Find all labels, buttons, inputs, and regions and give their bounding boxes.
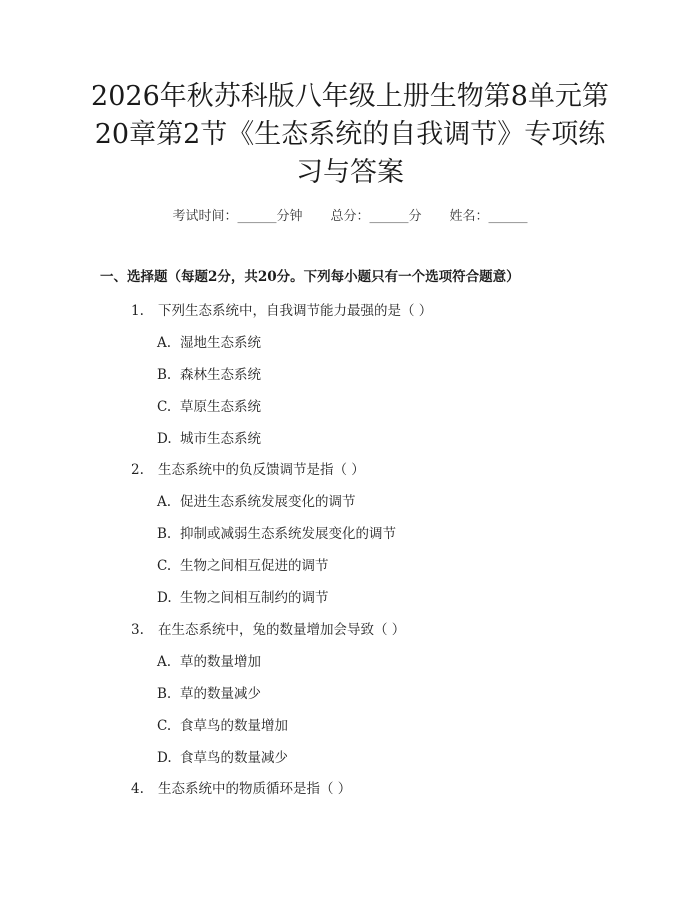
option-item (157, 586, 329, 606)
question-item (131, 777, 351, 797)
option-text: 草的数量减少 (180, 686, 261, 702)
option-text: 草原生态系统 (180, 399, 261, 415)
question-text: 下列生态系统中，自我调节能力最强的是（ ） (158, 303, 433, 319)
question-item (131, 299, 432, 319)
option-letter: B. (157, 526, 172, 542)
document-title (90, 78, 610, 192)
option-item (157, 395, 261, 415)
option-letter: A. (157, 335, 172, 351)
question-number: 1. (131, 303, 144, 319)
option-item (157, 331, 261, 351)
option-text: 食草鸟的数量减少 (180, 750, 288, 766)
option-letter: C. (157, 718, 172, 734)
option-item (157, 746, 288, 766)
question-text: 生态系统中的物质循环是指（ ） (158, 781, 352, 797)
option-text: 促进生态系统发展变化的调节 (180, 494, 356, 510)
option-letter: B. (157, 686, 172, 702)
question-number: 4. (131, 781, 144, 797)
title-line-1: 2026年秋苏科版八年级上册生物第8单元第 (91, 81, 609, 112)
option-item (157, 714, 288, 734)
option-text: 城市生态系统 (180, 431, 261, 447)
exam-time-label: 考试时间：______分钟 (172, 209, 303, 224)
option-letter: C. (157, 558, 172, 574)
title-line-2: 20章第2节《生态系统的自我调节》专项练 (94, 119, 606, 150)
option-item (157, 490, 356, 510)
question-item (131, 458, 365, 478)
option-letter: B. (157, 367, 172, 383)
option-text: 生物之间相互促进的调节 (180, 558, 329, 574)
option-text: 草的数量增加 (180, 654, 261, 670)
option-letter: D. (157, 590, 172, 606)
option-item (157, 682, 261, 702)
option-text: 抑制或减弱生态系统发展变化的调节 (180, 526, 396, 542)
option-item (157, 650, 261, 670)
option-letter: D. (157, 750, 172, 766)
option-letter: A. (157, 654, 172, 670)
student-name-label: 姓名：______ (449, 209, 528, 224)
option-item (157, 427, 261, 447)
option-letter: A. (157, 494, 172, 510)
option-text: 湿地生态系统 (180, 335, 261, 351)
question-text: 生态系统中的负反馈调节是指（ ） (158, 462, 365, 478)
title-line-3: 习与答案 (296, 157, 404, 188)
option-item (157, 554, 329, 574)
option-item (157, 522, 396, 542)
section-heading: 一、选择题（每题2分，共20分。下列每小题只有一个选项符合题意） (100, 269, 520, 285)
question-number: 3. (131, 622, 144, 638)
total-score-label: 总分：______分 (330, 209, 422, 224)
option-letter: D. (157, 431, 172, 447)
exam-info-line (0, 205, 700, 224)
option-text: 森林生态系统 (180, 367, 261, 383)
option-letter: C. (157, 399, 172, 415)
option-item (157, 363, 261, 383)
question-text: 在生态系统中，兔的数量增加会导致（ ） (158, 622, 406, 638)
option-text: 生物之间相互制约的调节 (180, 590, 329, 606)
question-item (131, 618, 405, 638)
question-number: 2. (131, 462, 144, 478)
option-text: 食草鸟的数量增加 (180, 718, 288, 734)
